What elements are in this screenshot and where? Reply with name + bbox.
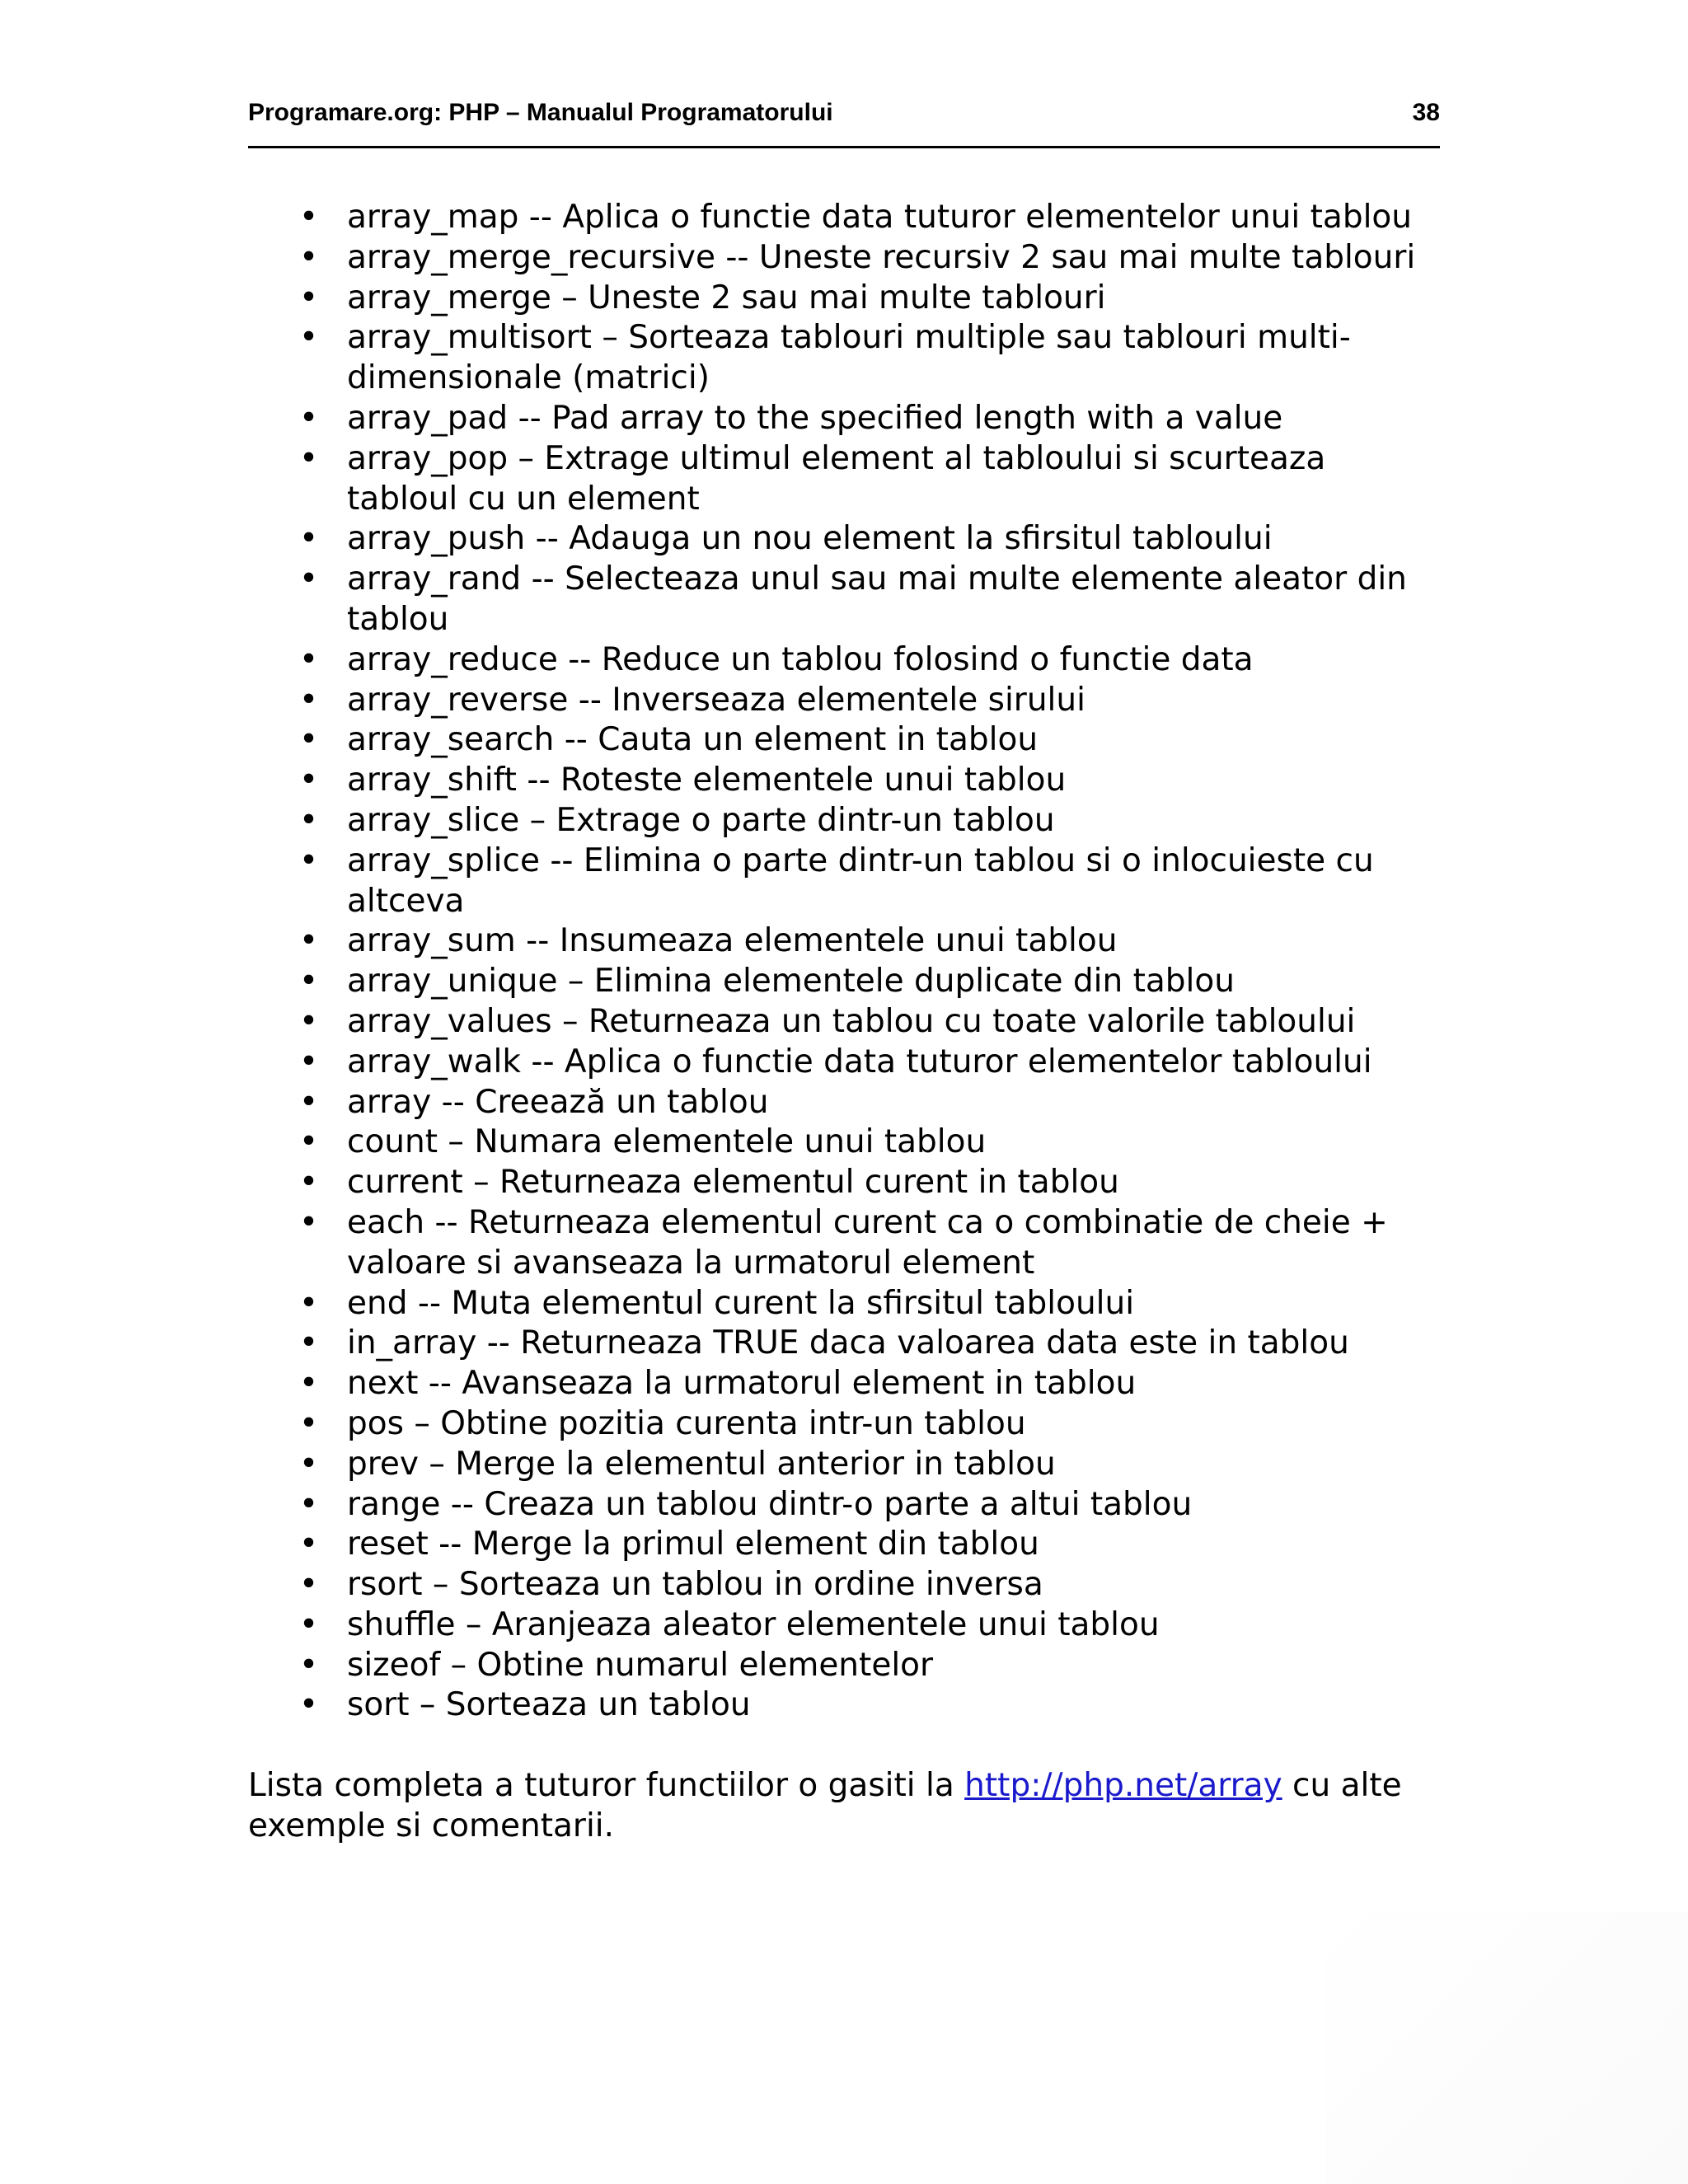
list-item: • array_values – Returneaza un tablou cu toate valorile tabloului xyxy=(248,1002,1440,1043)
list-item: • sort – Sorteaza un tablou xyxy=(248,1685,1440,1726)
list-item: • array_merge – Uneste 2 sau mai multe tablouri xyxy=(248,279,1440,319)
list-item: • end -- Muta elementul curent la sfirsitul tabloului xyxy=(248,1284,1440,1324)
list-item: • array_shift -- Roteste elementele unui tablou xyxy=(248,761,1440,801)
list-item: • range -- Creaza un tablou dintr-o parte a altui tablou xyxy=(248,1485,1440,1526)
list-item: • count – Numara elementele unui tablou xyxy=(248,1122,1440,1163)
list-item: • rsort – Sorteaza un tablou in ordine inversa xyxy=(248,1565,1440,1605)
list-item: • shuffle – Aranjeaza aleator elementele unui tablou xyxy=(248,1605,1440,1646)
list-item: • array_slice – Extrage o parte dintr-un tablou xyxy=(248,801,1440,841)
list-item: • array_walk -- Aplica o functie data tuturor elementelor tabloului xyxy=(248,1043,1440,1083)
list-item: • array_search -- Cauta un element in tablou xyxy=(248,720,1440,761)
page-content xyxy=(248,198,1440,1879)
list-item: • array_merge_recursive -- Uneste recursiv 2 sau mai multe tablouri xyxy=(248,238,1440,279)
footer-text-after-link: cu alte exemple si comentarii. xyxy=(248,1767,1402,1845)
list-item: • array_sum -- Insumeaza elementele unui tablou xyxy=(248,921,1440,962)
list-item: • array_map -- Aplica o functie data tuturor elementelor unui tablou xyxy=(248,198,1440,238)
list-item: • reset -- Merge la primul element din tablou xyxy=(248,1525,1440,1565)
footer-text-before-link: Lista completa a tuturor functiilor o gasiti la xyxy=(248,1767,965,1805)
array-function-list xyxy=(248,198,1440,1726)
page-header xyxy=(248,96,1440,148)
list-item: • array_unique – Elimina elementele duplicate din tablou xyxy=(248,962,1440,1002)
list-item: • array_multisort – Sorteaza tablouri multiple sau tablouri multi-dimensionale (matrici) xyxy=(248,318,1440,399)
php-array-link[interactable]: http://php.net/array xyxy=(964,1767,1282,1805)
list-item: • array_reverse -- Inverseaza elementele sirului xyxy=(248,681,1440,721)
list-item: • array_splice -- Elimina o parte dintr-un tablou si o inlocuieste cu altceva xyxy=(248,841,1440,922)
list-item: • array_pad -- Pad array to the specified length with a value xyxy=(248,399,1440,439)
list-item: • pos – Obtine pozitia curenta intr-un tablou xyxy=(248,1404,1440,1445)
list-item: • sizeof – Obtine numarul elementelor xyxy=(248,1646,1440,1686)
list-item: • in_array -- Returneaza TRUE daca valoarea data este in tablou xyxy=(248,1324,1440,1364)
list-item: • prev – Merge la elementul anterior in tablou xyxy=(248,1445,1440,1485)
list-item: • array_push -- Adauga un nou element la sfirsitul tabloului xyxy=(248,519,1440,560)
page-corner-shading xyxy=(1325,1912,1688,2184)
list-item: • each -- Returneaza elementul curent ca o combinatie de cheie + valoare si avanseaza la urmatorul element xyxy=(248,1203,1440,1284)
list-item: • current – Returneaza elementul curent in tablou xyxy=(248,1163,1440,1203)
list-item: • array -- Creează un tablou xyxy=(248,1083,1440,1123)
document-title: Programare.org: PHP – Manualul Programatorului xyxy=(248,99,833,126)
list-item: • array_pop – Extrage ultimul element al tabloului si scurteaza tabloul cu un element xyxy=(248,439,1440,520)
page-number: 38 xyxy=(1412,99,1440,126)
list-item: • next -- Avanseaza la urmatorul element in tablou xyxy=(248,1364,1440,1404)
list-item: • array_reduce -- Reduce un tablou folosind o functie data xyxy=(248,640,1440,681)
footer-paragraph xyxy=(248,1766,1440,1847)
list-item: • array_rand -- Selecteaza unul sau mai multe elemente aleator din tablou xyxy=(248,560,1440,640)
